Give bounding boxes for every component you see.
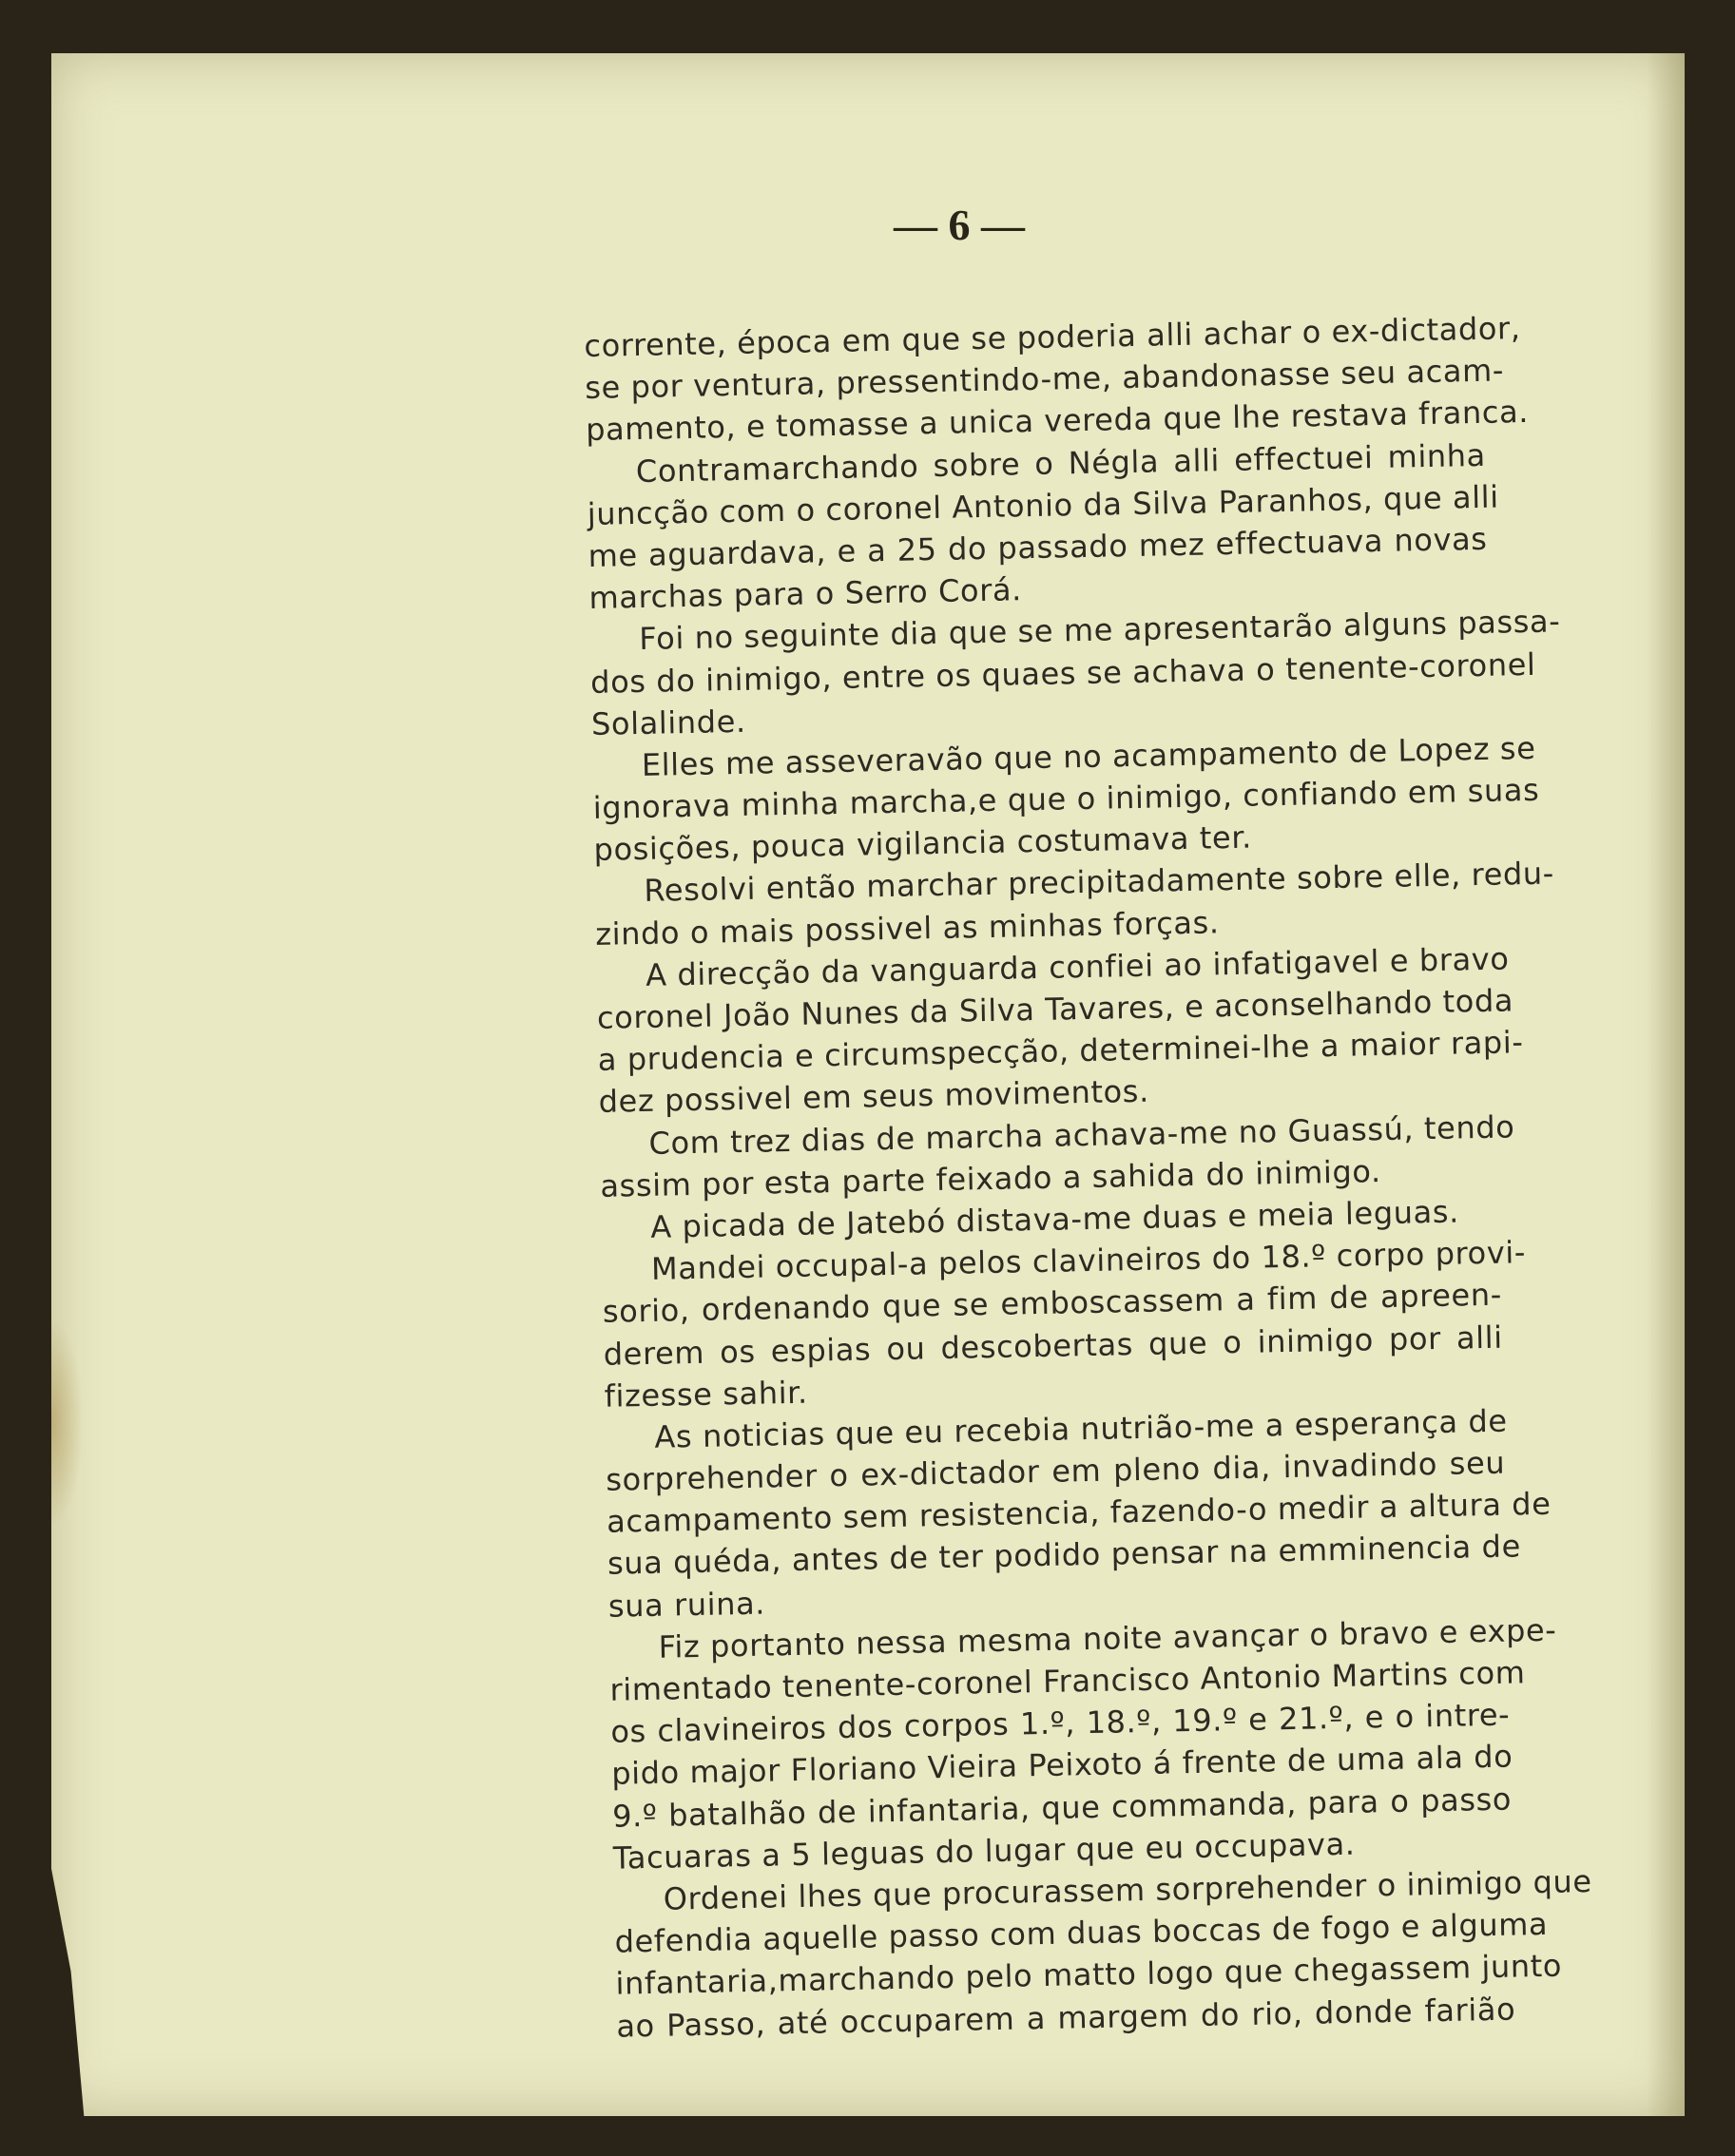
paper-stain bbox=[51, 1318, 84, 1527]
text-line: se por ventura, pressentindo-me, abandonasse seu acam- bbox=[584, 352, 1505, 407]
text-line: Ordenei lhes que procurassem sorprehender o inimigo que bbox=[663, 1862, 1592, 1917]
text-line: zindo o mais possivel as minhas forças. bbox=[594, 903, 1220, 953]
text-line: assim por esta parte feixado a sahida do inimigo. bbox=[600, 1152, 1382, 1204]
text-line: ao Passo, até occuparem a margem do rio, donde farião bbox=[615, 1991, 1516, 2045]
text-line: Tacuaras a 5 leguas do lugar que eu occupava. bbox=[612, 1825, 1356, 1877]
text-line: fizesse sahir. bbox=[604, 1374, 809, 1415]
text-line: 9.º batalhão de infantaria, que commanda, para o passo bbox=[611, 1781, 1513, 1835]
text-line: os clavineiros dos corpos 1.º, 18.º, 19.º e 21.º, e o intre- bbox=[610, 1696, 1511, 1750]
text-line: sorprehender o ex-dictador em pleno dia, invadindo seu bbox=[605, 1444, 1506, 1498]
text-line: Mandei occupal-a pelos clavineiros do 18.º corpo provi- bbox=[650, 1234, 1527, 1287]
text-line: Foi no seguinte dia que se me apresentarão alguns passa- bbox=[638, 603, 1561, 658]
text-line: infantaria,marchando pelo matto logo que chegassem junto bbox=[615, 1947, 1563, 2002]
text-line: As noticias que eu recebia nutrião-me a esperança de bbox=[654, 1402, 1508, 1455]
text-line: sorio, ordenando que se emboscassem a fim de apreen- bbox=[602, 1276, 1503, 1331]
text-line: dos do inimigo, entre os quaes se achava o tenente-coronel bbox=[589, 645, 1536, 701]
text-line: rimentado tenente-coronel Francisco Antonio Martins com bbox=[609, 1654, 1526, 1708]
text-line: A direcção da vanguarda confiei ao infatigavel e bravo bbox=[645, 940, 1510, 993]
text-line: sua ruina. bbox=[607, 1585, 766, 1625]
page-number: — 6 — bbox=[894, 201, 1025, 249]
text-line: defendia aquelle passo com duas boccas de fogo e alguma bbox=[614, 1905, 1549, 1960]
text-line: Elles me asseveravão que no acampamento de Lopez se bbox=[641, 729, 1536, 783]
text-line: corrente, época em que se poderia alli achar o ex-dictador, bbox=[584, 310, 1521, 364]
text-line: Resolvi então marchar precipitadamente sobre elle, redu- bbox=[644, 855, 1555, 910]
text-line: me aguardava, e a 25 do passado mez effectuava novas bbox=[588, 520, 1488, 574]
text-line: sua quéda, antes de ter podido pensar na emminencia de bbox=[607, 1528, 1522, 1583]
text-line: acampamento sem resistencia, fazendo-o medir a altura de bbox=[606, 1485, 1552, 1541]
text-line: posições, pouca vigilancia costumava ter. bbox=[593, 818, 1253, 869]
text-line: coronel João Nunes da Silva Tavares, e aconselhando toda bbox=[596, 982, 1514, 1036]
text-line: Com trez dias de marcha achava-me no Guassú, tendo bbox=[648, 1107, 1515, 1162]
text-line: ignorava minha marcha,e que o inimigo, confiando em suas bbox=[592, 771, 1540, 826]
text-line: A picada de Jatebó distava-me duas e meia leguas. bbox=[649, 1193, 1460, 1245]
text-line: a prudencia e circumspecção, determinei-lhe a maior rapi- bbox=[597, 1024, 1524, 1079]
text-line: dez possivel em seus movimentos. bbox=[598, 1073, 1150, 1121]
body-text bbox=[584, 308, 1592, 2048]
text-line: Contramarchando sobre o Négla alli effectuei minha bbox=[635, 436, 1487, 490]
text-line: marchas para o Serro Corá. bbox=[588, 571, 1023, 617]
text-line: pamento, e tomasse a unica vereda que lhe restava franca. bbox=[585, 394, 1530, 449]
text-line: Solalinde. bbox=[590, 703, 747, 742]
text-line: derem os espias ou descobertas que o inimigo por alli bbox=[603, 1319, 1503, 1373]
text-line: pido major Floriano Vieira Peixoto á frente de uma ala do bbox=[610, 1738, 1513, 1793]
text-line: juncção com o coronel Antonio da Silva Paranhos, que alli bbox=[587, 478, 1499, 532]
text-line: Fiz portanto nessa mesma noite avançar o bravo e expe- bbox=[658, 1611, 1557, 1665]
